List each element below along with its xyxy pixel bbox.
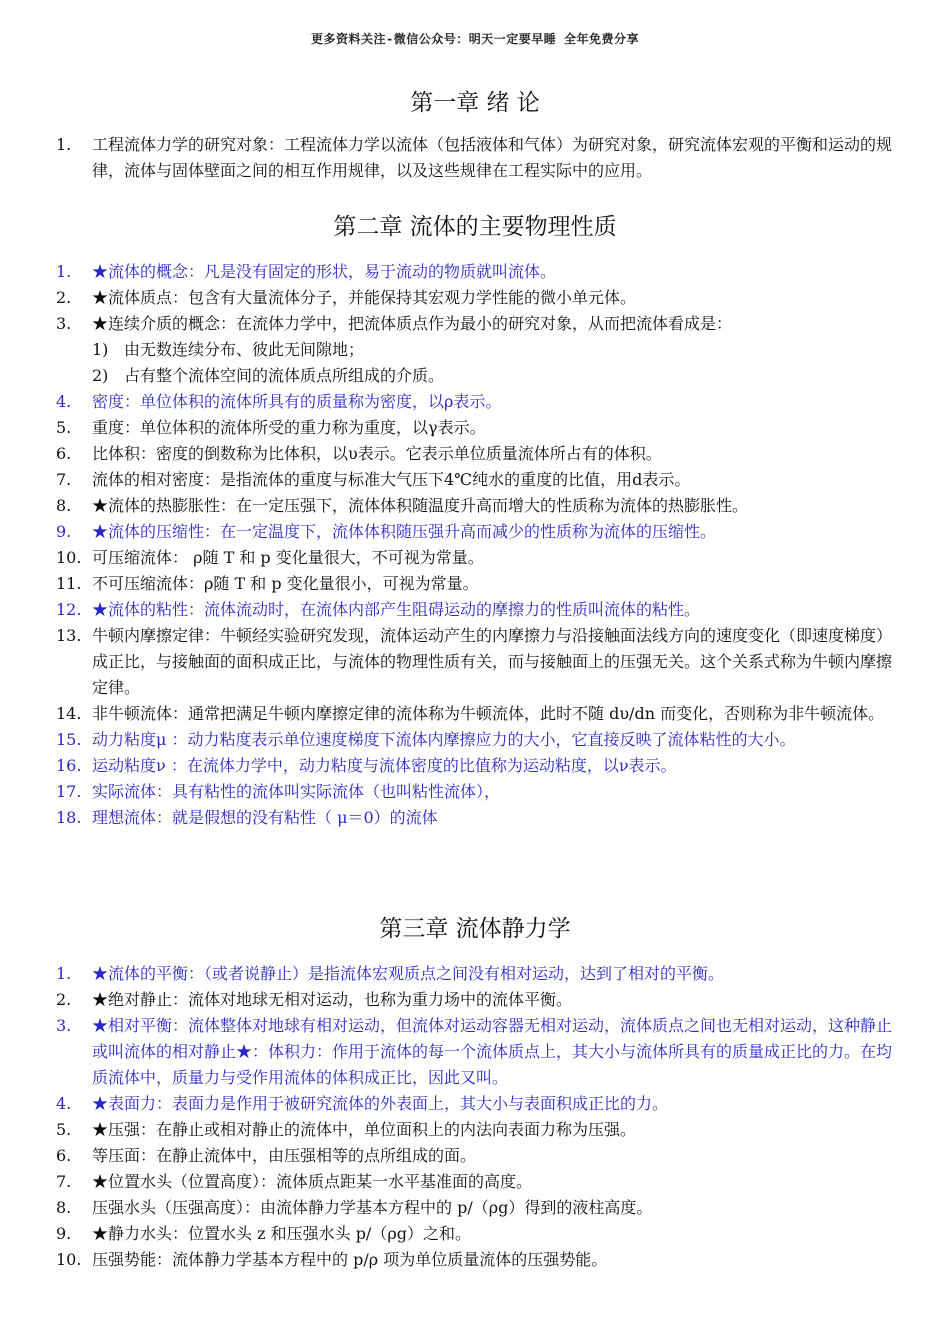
item-number: 18.: [56, 808, 82, 827]
list-item: [56, 1091, 892, 1117]
list-item: [56, 1169, 892, 1195]
item-number: 12.: [56, 600, 82, 619]
item-number: 11.: [56, 574, 82, 593]
item-text: 压强势能：流体静力学基本方程中的 p/ρ 项为单位质量流体的压强势能。: [92, 1250, 608, 1269]
list-item: [56, 285, 892, 311]
sub-item: [56, 363, 892, 389]
list-item: [56, 1013, 892, 1091]
sub-item-text: 占有整个流体空间的流体质点所组成的介质。: [124, 366, 445, 385]
item-number: 1.: [56, 964, 72, 983]
list-item: [56, 623, 892, 701]
sub-item-number: 1): [92, 340, 109, 359]
list-item: [56, 519, 892, 545]
list-item: [56, 389, 892, 415]
item-number: 3.: [56, 1016, 72, 1035]
item-text: ★静力水头：位置水头 z 和压强水头 p/（ρg）之和。: [92, 1224, 471, 1243]
item-text: ★绝对静止：流体对地球无相对运动，也称为重力场中的流体平衡。: [92, 990, 573, 1009]
chapter-3-title: 第三章 流体静力学: [379, 916, 571, 942]
item-number: 17.: [56, 782, 82, 801]
item-text: 实际流体：具有粘性的流体叫实际流体（也叫粘性流体），: [92, 782, 501, 801]
sub-item-number: 2): [92, 366, 109, 385]
item-text: 运动粘度ν ：在流体力学中，动力粘度与流体密度的比值称为运动粘度，以ν表示。: [92, 756, 677, 775]
item-number: 16.: [56, 756, 82, 775]
item-number: 7.: [56, 1172, 72, 1191]
item-number: 5.: [56, 418, 72, 437]
item-text: 等压面：在静止流体中，由压强相等的点所组成的面。: [92, 1146, 477, 1165]
chapter-1-list: [56, 132, 892, 184]
item-number: 14.: [56, 704, 82, 723]
list-item: [56, 1117, 892, 1143]
item-number: 6.: [56, 444, 72, 463]
item-text: 牛顿内摩擦定律：牛顿经实验研究发现，流体运动产生的内摩擦力与沿接触面法线方向的速度变化（即速度梯度）成正比，与接触面的面积成正比，与流体的物理性质有关，而与接触面上的压强无关。这个关系式称为牛顿内摩擦定律。: [92, 626, 893, 697]
item-number: 7.: [56, 470, 72, 489]
item-number: 9.: [56, 522, 72, 541]
list-item: [56, 727, 892, 753]
chapter-2-list: [56, 259, 892, 831]
item-number: 4.: [56, 392, 72, 411]
sub-item: [56, 337, 892, 363]
item-text: 流体的相对密度：是指流体的重度与标准大气压下4℃纯水的重度的比值，用d表示。: [92, 470, 691, 489]
list-item: [56, 571, 892, 597]
chapter-1-title: 第一章 绪 论: [410, 90, 540, 116]
item-number: 1.: [56, 135, 72, 154]
item-number: 10.: [56, 1250, 82, 1269]
item-number: 5.: [56, 1120, 72, 1139]
item-text: ★流体的粘性：流体流动时，在流体内部产生阻碍运动的摩擦力的性质叫流体的粘性。: [92, 600, 701, 619]
list-item: [56, 805, 892, 831]
list-item: [56, 987, 892, 1013]
list-item: [56, 259, 892, 285]
item-text: ★相对平衡：流体整体对地球有相对运动，但流体对运动容器无相对运动，流体质点之间也无相对运动，这种静止或叫流体的相对静止★：体积力：作用于流体的每一个流体质点上，其大小与流体所具有的质量成正比的力。在均质流体中，质量力与受作用流体的体积成正比，因此又叫。: [92, 1016, 893, 1087]
list-item: [56, 753, 892, 779]
item-text: 动力粘度μ ：动力粘度表示单位速度梯度下流体内摩擦应力的大小，它直接反映了流体粘性的大小。: [92, 730, 796, 749]
list-item: [56, 1195, 892, 1221]
item-text: 压强水头（压强高度）：由流体静力学基本方程中的 p/（ρg）得到的液柱高度。: [92, 1198, 653, 1217]
list-item: [56, 597, 892, 623]
item-number: 8.: [56, 1198, 72, 1217]
list-item: [56, 467, 892, 493]
item-text: 密度：单位体积的流体所具有的质量称为密度，以ρ表示。: [92, 392, 502, 411]
item-number: 1.: [56, 262, 72, 281]
item-text: 工程流体力学的研究对象：工程流体力学以流体（包括液体和气体）为研究对象，研究流体宏观的平衡和运动的规律，流体与固体壁面之间的相互作用规律，以及这些规律在工程实际中的应用。: [92, 135, 893, 180]
item-text: 理想流体：就是假想的没有粘性（ μ＝0）的流体: [92, 808, 438, 827]
item-text: 非牛顿流体：通常把满足牛顿内摩擦定律的流体称为牛顿流体，此时不随 dυ/dn 而变化，否则称为非牛顿流体。: [92, 704, 885, 723]
item-number: 2.: [56, 288, 72, 307]
list-item: [56, 545, 892, 571]
item-text: ★流体质点：包含有大量流体分子，并能保持其宏观力学性能的微小单元体。: [92, 288, 637, 307]
item-text: ★表面力：表面力是作用于被研究流体的外表面上，其大小与表面积成正比的力。: [92, 1094, 669, 1113]
item-text: ★流体的热膨胀性：在一定压强下，流体体积随温度升高而增大的性质称为流体的热膨胀性。: [92, 496, 749, 515]
item-text: ★连续介质的概念：在流体力学中，把流体质点作为最小的研究对象，从而把流体看成是：: [92, 314, 733, 333]
list-item: [56, 132, 892, 184]
item-number: 13.: [56, 626, 82, 645]
chapter-3-list: [56, 961, 892, 1273]
item-number: 6.: [56, 1146, 72, 1165]
header-banner: 更多资料关注-微信公众号：明天一定要早睡 全年免费分享: [311, 32, 639, 46]
sub-item-text: 由无数连续分布、彼此无间隙地；: [124, 340, 365, 359]
list-item: [56, 441, 892, 467]
item-number: 4.: [56, 1094, 72, 1113]
item-number: 15.: [56, 730, 82, 749]
item-number: 3.: [56, 314, 72, 333]
item-text: 重度：单位体积的流体所受的重力称为重度，以γ表示。: [92, 418, 486, 437]
list-item: [56, 701, 892, 727]
list-item: [56, 493, 892, 519]
item-text: 不可压缩流体：ρ随 T 和 p 变化量很小，可视为常量。: [92, 574, 479, 593]
item-number: 10.: [56, 548, 82, 567]
item-text: 可压缩流体： ρ随 T 和 p 变化量很大，不可视为常量。: [92, 548, 484, 567]
item-number: 8.: [56, 496, 72, 515]
item-text: ★流体的平衡：（或者说静止）是指流体宏观质点之间没有相对运动，达到了相对的平衡。: [92, 964, 725, 983]
item-text: ★压强：在静止或相对静止的流体中，单位面积上的内法向表面力称为压强。: [92, 1120, 637, 1139]
list-item: [56, 1143, 892, 1169]
list-item: [56, 1221, 892, 1247]
item-number: 9.: [56, 1224, 72, 1243]
item-text: ★流体的压缩性：在一定温度下，流体体积随压强升高而减少的性质称为流体的压缩性。: [92, 522, 717, 541]
item-number: 2.: [56, 990, 72, 1009]
list-item: [56, 961, 892, 987]
list-item: [56, 1247, 892, 1273]
list-item: [56, 311, 892, 337]
item-text: 比体积：密度的倒数称为比体积，以υ表示。它表示单位质量流体所占有的体积。: [92, 444, 662, 463]
chapter-2-title: 第二章 流体的主要物理性质: [333, 214, 617, 240]
item-text: ★位置水头（位置高度）：流体质点距某一水平基准面的高度。: [92, 1172, 533, 1191]
list-item: [56, 779, 892, 805]
item-text: ★流体的概念：凡是没有固定的形状，易于流动的物质就叫流体。: [92, 262, 557, 281]
list-item: [56, 415, 892, 441]
